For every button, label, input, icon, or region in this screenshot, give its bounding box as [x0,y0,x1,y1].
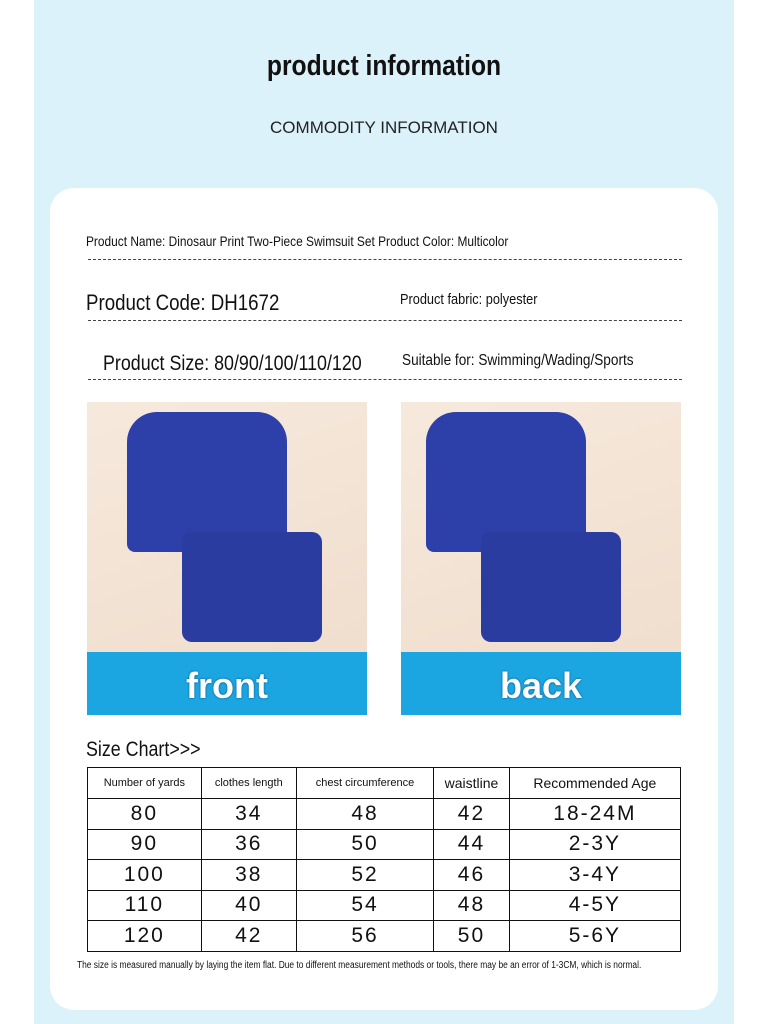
size-chart-table [87,767,681,952]
shorts-image [182,532,322,642]
table-cell: 50 [434,921,510,952]
page-subtitle: COMMODITY INFORMATION [270,118,498,137]
table-cell: 48 [296,799,433,830]
page-title: product information [266,50,502,82]
divider [88,320,682,321]
shorts-image [481,532,621,642]
table-header [88,768,681,799]
shirt-image [426,412,586,552]
header-cell: waistline [434,768,510,799]
measurement-note: The size is measured manually by laying the item flat. Due to different measurement methods or tools, there may be an error of 1-3CM, which is normal. [77,960,642,971]
table-cell: 36 [201,829,296,860]
header-cell: chest circumference [296,768,433,799]
back-photo [401,402,681,715]
table-cell: 90 [88,829,202,860]
table-cell: 80 [88,799,202,830]
header-cell: clothes length [201,768,296,799]
table-cell: 2-3Y [509,829,680,860]
product-code: Product Code: DH1672 [86,290,280,315]
table-cell: 44 [434,829,510,860]
table-cell: 40 [201,890,296,921]
header-cell: Recommended Age [509,768,680,799]
table-cell: 52 [296,860,433,891]
table-cell: 50 [296,829,433,860]
suitable-for: Suitable for: Swimming/Wading/Sports [402,352,634,369]
table-cell: 3-4Y [509,860,680,891]
table-row [88,860,681,891]
shirt-image [127,412,287,552]
table-row [88,921,681,952]
table-cell: 54 [296,890,433,921]
table-cell: 110 [88,890,202,921]
product-name-color: Product Name: Dinosaur Print Two-Piece Swimsuit Set Product Color: Multicolor [86,233,509,249]
table-cell: 4-5Y [509,890,680,921]
table-cell: 42 [201,921,296,952]
table-cell: 42 [434,799,510,830]
table-cell: 48 [434,890,510,921]
back-label: back [401,652,681,715]
table-cell: 46 [434,860,510,891]
product-fabric: Product fabric: polyester [400,291,538,308]
table-row [88,890,681,921]
table-cell: 56 [296,921,433,952]
table-cell: 18-24M [509,799,680,830]
divider [88,259,682,260]
header-cell: Number of yards [88,768,202,799]
front-label: front [87,652,367,715]
divider [88,379,682,380]
product-size: Product Size: 80/90/100/110/120 [103,352,362,375]
table-cell: 34 [201,799,296,830]
table-row [88,829,681,860]
table-cell: 5-6Y [509,921,680,952]
table-row [88,799,681,830]
table-cell: 38 [201,860,296,891]
table-cell: 120 [88,921,202,952]
front-photo [87,402,367,715]
size-chart-title: Size Chart>>> [86,738,201,761]
table-cell: 100 [88,860,202,891]
